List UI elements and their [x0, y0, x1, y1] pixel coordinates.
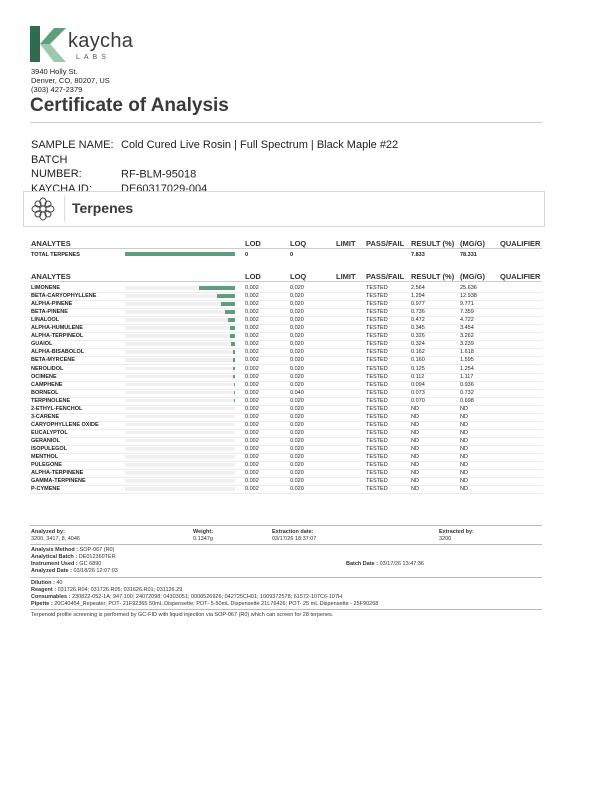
header-limit: LIMIT — [336, 272, 356, 281]
analyte-mgg: ND — [460, 478, 468, 485]
analyte-bar-fill — [199, 286, 235, 290]
total-pct: 7.833 — [411, 252, 425, 258]
analyte-status: TESTED — [366, 293, 388, 300]
analyte-lod: 0.002 — [245, 285, 259, 291]
analyte-lod: 0.002 — [245, 373, 259, 380]
analyte-mgg: ND — [460, 429, 468, 436]
analyte-status: TESTED — [366, 397, 388, 404]
total-lod: 0 — [245, 252, 249, 258]
batch-date-value: 03/17/26 13:47:36 — [379, 561, 424, 567]
analyte-status: TESTED — [366, 317, 388, 324]
analyte-name: GAMMA-TERPINENE — [31, 478, 86, 485]
analyte-loq: 0.020 — [290, 365, 304, 372]
sample-name-value: Cold Cured Live Rosin | Full Spectrum | Black Maple #22 — [121, 139, 399, 151]
analyte-bar-fill — [234, 383, 235, 387]
reagent-value: 031726.R04; 031726.R05; 031626.R01; 031126.29 — [57, 587, 183, 593]
analyte-mgg: 9.771 — [460, 301, 474, 308]
analyte-loq: 0.020 — [290, 470, 304, 477]
analyte-pct: 0.345 — [411, 325, 425, 332]
analyte-pct: ND — [411, 454, 419, 461]
analyte-bar-track — [125, 318, 235, 322]
analyte-lod: 0.002 — [245, 413, 259, 420]
analyte-loq: 0.020 — [290, 446, 304, 452]
analyte-name: BETA-CARYOPHYLLENE — [31, 293, 97, 300]
analyte-lod: 0.002 — [245, 357, 259, 364]
analyte-bar-track — [125, 471, 235, 475]
analyte-lod: 0.002 — [245, 365, 259, 372]
analyte-mgg: 1.117 — [460, 373, 474, 380]
analyte-lod: 0.002 — [245, 341, 259, 348]
weight-label: Weight: — [193, 529, 214, 535]
total-loq: 0 — [290, 252, 294, 258]
analyzed-date-label: Analyzed Date : — [31, 568, 72, 574]
extraction-date-value: 03/17/26 18:37:07 — [272, 536, 317, 542]
analyte-lod: 0.002 — [245, 429, 259, 436]
analyte-name: ALPHA-BISABOLOL — [31, 349, 85, 356]
dilution-value: 40 — [56, 580, 63, 586]
method-note: Terpenoid profile screening is performed by GC-FID with liquid injection via SOP-067 (R0) which can screen for 28 terpenes. — [31, 612, 334, 618]
analyte-loq: 0.040 — [290, 389, 304, 396]
analyte-loq: 0.020 — [290, 309, 304, 316]
analyte-name: 2-ETHYL-FENCHOL — [31, 405, 83, 412]
analyte-pct: ND — [411, 470, 419, 477]
section-title: Terpenes — [72, 200, 134, 216]
analyte-name: ALPHA-TERPINENE — [31, 470, 84, 477]
analyte-pct: 0.112 — [411, 373, 425, 380]
analyte-bar-fill — [233, 367, 235, 371]
analyte-mgg: ND — [460, 454, 468, 461]
analyte-name: GERANIOL — [31, 437, 61, 444]
analyte-lod: 0.002 — [245, 486, 259, 493]
analyte-name: BETA-MYRCENE — [31, 357, 75, 364]
analyte-lod: 0.002 — [245, 437, 259, 444]
analyte-lod: 0.002 — [245, 462, 259, 469]
header-mgg: (MG/G) — [460, 239, 485, 248]
analyte-bar-fill — [230, 334, 235, 338]
header-qualifier: QUALIFIER — [500, 272, 541, 281]
analyte-status: TESTED — [366, 349, 388, 356]
analyte-bar-fill — [225, 310, 235, 314]
analyte-name: BETA-PINENE — [31, 309, 68, 316]
batch-date-label: Batch Date : — [346, 561, 379, 567]
total-bar-fill — [125, 252, 235, 256]
analyte-bar-fill — [233, 375, 235, 379]
analyte-name: EUCALYPTOL — [31, 429, 68, 436]
analyte-pct: 0.162 — [411, 349, 425, 356]
analyte-name: BORNEOL — [31, 389, 59, 396]
analyte-status: TESTED — [366, 470, 388, 477]
analyte-mgg: 3.239 — [460, 341, 474, 348]
analyte-bar-fill — [233, 350, 235, 354]
kaycha-logo-mark-icon — [28, 24, 68, 64]
analyte-mgg: 0.732 — [460, 389, 474, 396]
instrument-label: Instrument Used : — [31, 561, 78, 567]
kaycha-logo — [28, 24, 138, 68]
analyte-mgg: 12.938 — [460, 293, 477, 300]
header-analytes: ANALYTES — [31, 272, 71, 281]
analyte-loq: 0.020 — [290, 341, 304, 348]
analyte-mgg: 3.454 — [460, 325, 474, 332]
analyte-bar-fill — [228, 318, 235, 322]
footer-divider — [30, 609, 542, 610]
analyte-mgg: 4.722 — [460, 317, 474, 324]
analyte-bar-fill — [230, 326, 235, 330]
analyte-lod: 0.002 — [245, 421, 259, 428]
analyte-mgg: 1.595 — [460, 357, 474, 364]
row-divider — [30, 493, 542, 494]
analyte-lod: 0.002 — [245, 325, 259, 332]
reagent-label: Reagent : — [31, 587, 57, 593]
analyte-bar-track — [125, 286, 235, 290]
analyte-lod: 0.002 — [245, 309, 259, 316]
analyte-pct: 0.094 — [411, 381, 425, 388]
total-bar-track — [125, 252, 235, 256]
analyte-loq: 0.020 — [290, 301, 304, 308]
header-lod: LOD — [245, 239, 261, 248]
analyte-name: ALPHA-HUMULENE — [31, 325, 83, 332]
analyte-bar-track — [125, 375, 235, 379]
analyte-mgg: ND — [460, 462, 468, 469]
analyte-bar-track — [125, 350, 235, 354]
batch-label: Analytical Batch : — [31, 554, 78, 560]
analyte-mgg: 0.936 — [460, 381, 474, 388]
analyte-lod: 0.002 — [245, 478, 259, 485]
analyte-name: P-CYMENE — [31, 486, 61, 493]
analyte-bar-track — [125, 334, 235, 338]
analyte-loq: 0.020 — [290, 462, 304, 469]
analyte-bar-track — [125, 383, 235, 387]
analyte-lod: 0.002 — [245, 301, 259, 308]
analyte-bar-fill — [221, 302, 235, 306]
analyte-lod: 0.002 — [245, 470, 259, 477]
header-loq: LOQ — [290, 272, 307, 281]
brand-name: kaycha — [68, 30, 134, 52]
document-title: Certificate of Analysis — [30, 95, 229, 116]
consumables-label: Consumables : — [31, 594, 71, 600]
analyte-pct: 0.472 — [411, 317, 425, 324]
pipette-value: 20C40454_Repeater; POT- 21F92365 50mL Dispensette; POT- 5-50mL Dispensette 21L76426; POT- 25 mL Dispensette - 25F90268 — [54, 601, 379, 607]
header-loq: LOQ — [290, 239, 307, 248]
analyte-lod: 0.002 — [245, 389, 259, 396]
analyte-loq: 0.020 — [290, 349, 304, 356]
header-limit: LIMIT — [336, 239, 356, 248]
analyte-pct: ND — [411, 405, 419, 412]
analyte-name: OCIMENE — [31, 373, 57, 380]
header-line — [30, 281, 542, 282]
analyte-mgg: ND — [460, 437, 468, 444]
header-line — [30, 248, 542, 249]
analyte-pct: 0.324 — [411, 341, 425, 348]
analyte-bar-track — [125, 310, 235, 314]
analyte-loq: 0.020 — [290, 333, 304, 340]
analyte-loq: 0.020 — [290, 317, 304, 324]
analyte-bar-fill — [234, 391, 235, 395]
analyte-name: TERPINOLENE — [31, 397, 71, 404]
analyte-mgg: 25.636 — [460, 285, 477, 291]
analyte-status: TESTED — [366, 437, 388, 444]
analyte-lod: 0.002 — [245, 405, 259, 412]
analyte-bar-track — [125, 294, 235, 298]
section-header — [23, 191, 545, 227]
address-line: (303) 427-2379 — [31, 85, 83, 95]
analyte-status: TESTED — [366, 429, 388, 436]
analyte-bar-track — [125, 463, 235, 467]
analyte-status: TESTED — [366, 478, 388, 485]
header-result-pct: RESULT (%) — [411, 272, 455, 281]
analyte-status: TESTED — [366, 325, 388, 332]
analyte-name: LINALOOL — [31, 317, 60, 324]
analyzed-by-label: Analyzed by: — [31, 529, 65, 535]
analyte-lod: 0.002 — [245, 293, 259, 300]
analyte-bar-track — [125, 326, 235, 330]
analyte-name: MENTHOL — [31, 454, 59, 461]
analyte-bar-track — [125, 431, 235, 435]
analyte-lod: 0.002 — [245, 317, 259, 324]
analyte-loq: 0.020 — [290, 429, 304, 436]
header-mgg: (MG/G) — [460, 272, 485, 281]
analyte-mgg: ND — [460, 413, 468, 420]
extracted-by-value: 3200 — [439, 536, 452, 542]
analyte-status: TESTED — [366, 421, 388, 428]
analyte-loq: 0.020 — [290, 413, 304, 420]
analyte-loq: 0.020 — [290, 454, 304, 461]
analyte-mgg: 0.698 — [460, 397, 474, 404]
extraction-date-label: Extraction date: — [272, 529, 314, 535]
kaycha-id-value: DE60317029-004 — [121, 182, 208, 195]
analyte-lod: 0.002 — [245, 381, 259, 388]
lab-address — [31, 67, 110, 95]
analyte-lod: 0.002 — [245, 333, 259, 340]
analyte-loq: 0.020 — [290, 437, 304, 444]
analyte-status: TESTED — [366, 309, 388, 316]
analyte-bar-fill — [231, 342, 236, 346]
analyte-pct: ND — [411, 429, 419, 436]
analyte-pct: 0.070 — [411, 397, 425, 404]
analyte-bar-track — [125, 399, 235, 403]
analyte-status: TESTED — [366, 381, 388, 388]
analyte-status: TESTED — [366, 285, 388, 291]
analyte-mgg: ND — [460, 405, 468, 412]
analyte-bar-track — [125, 302, 235, 306]
analyte-bar-track — [125, 342, 235, 346]
consumables-value: 230822-052-1A; 947.100; 24072098; 04303051; 0000526926; 042725CH01; 1009372578; 61572-107C6-107H — [71, 594, 343, 600]
analyte-bar-track — [125, 407, 235, 411]
pipette-label: Pipette : — [31, 601, 53, 607]
analyte-name: CAMPHENE — [31, 381, 63, 388]
analyte-loq: 0.020 — [290, 397, 304, 404]
analyte-bar-track — [125, 479, 235, 483]
analyte-status: TESTED — [366, 301, 388, 308]
analyte-pct: 1.294 — [411, 293, 425, 300]
analyte-mgg: ND — [460, 446, 468, 452]
method-value: SOP-067 (R0) — [79, 547, 115, 553]
analyte-name: LIMONENE — [31, 285, 61, 291]
analyte-status: TESTED — [366, 405, 388, 412]
analyte-loq: 0.020 — [290, 405, 304, 412]
analyte-pct: 0.736 — [411, 309, 425, 316]
section-divider — [64, 196, 65, 222]
weight-value: 0.1347g — [193, 536, 213, 542]
dilution-label: Dilution : — [31, 580, 55, 586]
address-line: Denver, CO, 80207, US — [31, 76, 110, 86]
analyte-loq: 0.020 — [290, 421, 304, 428]
analyte-bar-track — [125, 358, 235, 362]
analyte-name: PULEGONE — [31, 462, 62, 469]
analyte-lod: 0.002 — [245, 397, 259, 404]
analyte-status: TESTED — [366, 413, 388, 420]
analyte-status: TESTED — [366, 333, 388, 340]
analyte-pct: ND — [411, 462, 419, 469]
header-passfail: PASS/FAIL — [366, 239, 405, 248]
analyte-pct: ND — [411, 478, 419, 485]
batch-number-value: RF-BLM-95018 — [121, 168, 197, 180]
total-mgg: 78.331 — [460, 252, 477, 258]
header-passfail: PASS/FAIL — [366, 272, 405, 281]
analyte-name: 3-CARENE — [31, 413, 60, 420]
analyte-name: GUAIOL — [31, 341, 53, 348]
analyte-bar-fill — [234, 399, 235, 403]
analyte-loq: 0.020 — [290, 381, 304, 388]
footer-divider — [30, 525, 542, 526]
analyte-status: TESTED — [366, 341, 388, 348]
analyte-status: TESTED — [366, 389, 388, 396]
analyte-pct: 0.326 — [411, 333, 425, 340]
analyte-name: NEROLIDOL — [31, 365, 64, 372]
footer-divider — [30, 577, 542, 578]
sample-name-label: SAMPLE NAME: — [31, 139, 114, 151]
analyzed-by-value: 3200, 3417, 8, 4046 — [31, 536, 80, 542]
analyte-status: TESTED — [366, 454, 388, 461]
analyte-pct: ND — [411, 446, 419, 452]
batch-number-label: BATCH NUMBER: — [31, 153, 82, 180]
analyte-mgg: 7.359 — [460, 309, 474, 316]
analyte-lod: 0.002 — [245, 454, 259, 461]
analyte-loq: 0.020 — [290, 486, 304, 493]
analyte-bar-fill — [217, 294, 235, 298]
analyte-bar-fill — [233, 358, 235, 362]
analyte-pct: 0.073 — [411, 389, 425, 396]
brand-sub: LABS — [76, 54, 110, 61]
title-divider — [30, 122, 542, 123]
analyte-status: TESTED — [366, 357, 388, 364]
analyte-loq: 0.020 — [290, 325, 304, 332]
analyte-pct: ND — [411, 421, 419, 428]
analyte-mgg: ND — [460, 421, 468, 428]
analyte-bar-track — [125, 423, 235, 427]
analyte-mgg: 1.618 — [460, 349, 474, 356]
analyte-status: TESTED — [366, 446, 388, 452]
analyte-pct: ND — [411, 413, 419, 420]
analyte-status: TESTED — [366, 365, 388, 372]
analyte-pct: 2.564 — [411, 285, 425, 291]
analyte-loq: 0.020 — [290, 357, 304, 364]
analyte-bar-track — [125, 447, 235, 451]
analyte-bar-track — [125, 367, 235, 371]
analyte-bar-track — [125, 391, 235, 395]
analyte-lod: 0.002 — [245, 446, 259, 452]
analyte-lod: 0.002 — [245, 349, 259, 356]
footer-divider — [30, 544, 542, 545]
method-label: Analysis Method : — [31, 547, 79, 553]
batch-value: DE012360TER — [78, 554, 116, 560]
analyte-bar-track — [125, 439, 235, 443]
analyte-mgg: ND — [460, 486, 468, 493]
analyzed-date-value: 03/18/26 12:07:03 — [73, 568, 118, 574]
header-analytes: ANALYTES — [31, 239, 71, 248]
header-qualifier: QUALIFIER — [500, 239, 541, 248]
header-result-pct: RESULT (%) — [411, 239, 455, 248]
extracted-by-label: Extracted by: — [439, 529, 474, 535]
analyte-bar-track — [125, 455, 235, 459]
analyte-status: TESTED — [366, 373, 388, 380]
analyte-name: ALPHA-TERPINEOL — [31, 333, 84, 340]
total-name: TOTAL TERPENES — [31, 252, 80, 258]
address-line: 3940 Holly St. — [31, 67, 78, 76]
sample-info — [31, 138, 398, 196]
analyte-name: CARYOPHYLLENE OXIDE — [31, 421, 99, 428]
analyte-pct: ND — [411, 437, 419, 444]
analyte-mgg: 3.262 — [460, 333, 474, 340]
analyte-loq: 0.020 — [290, 285, 304, 291]
header-lod: LOD — [245, 272, 261, 281]
analyte-loq: 0.020 — [290, 478, 304, 485]
analyte-status: TESTED — [366, 486, 388, 493]
analyte-status: TESTED — [366, 462, 388, 469]
analyte-bar-track — [125, 487, 235, 491]
analyte-pct: 0.125 — [411, 365, 425, 372]
terpene-flower-icon — [30, 196, 56, 222]
analyte-pct: 0.160 — [411, 357, 425, 364]
analyte-pct: 0.977 — [411, 301, 425, 308]
analyte-pct: ND — [411, 486, 419, 493]
analyte-bar-track — [125, 415, 235, 419]
analyte-name: ALPHA-PINENE — [31, 301, 73, 308]
analyte-name: ISOPULEGOL — [31, 446, 68, 452]
kaycha-id-label: KAYCHA ID: — [31, 182, 92, 195]
instrument-value: GC 6890 — [79, 561, 102, 567]
analyte-loq: 0.020 — [290, 293, 304, 300]
analyte-mgg: ND — [460, 470, 468, 477]
analyte-loq: 0.020 — [290, 373, 304, 380]
analyte-mgg: 1.254 — [460, 365, 474, 372]
